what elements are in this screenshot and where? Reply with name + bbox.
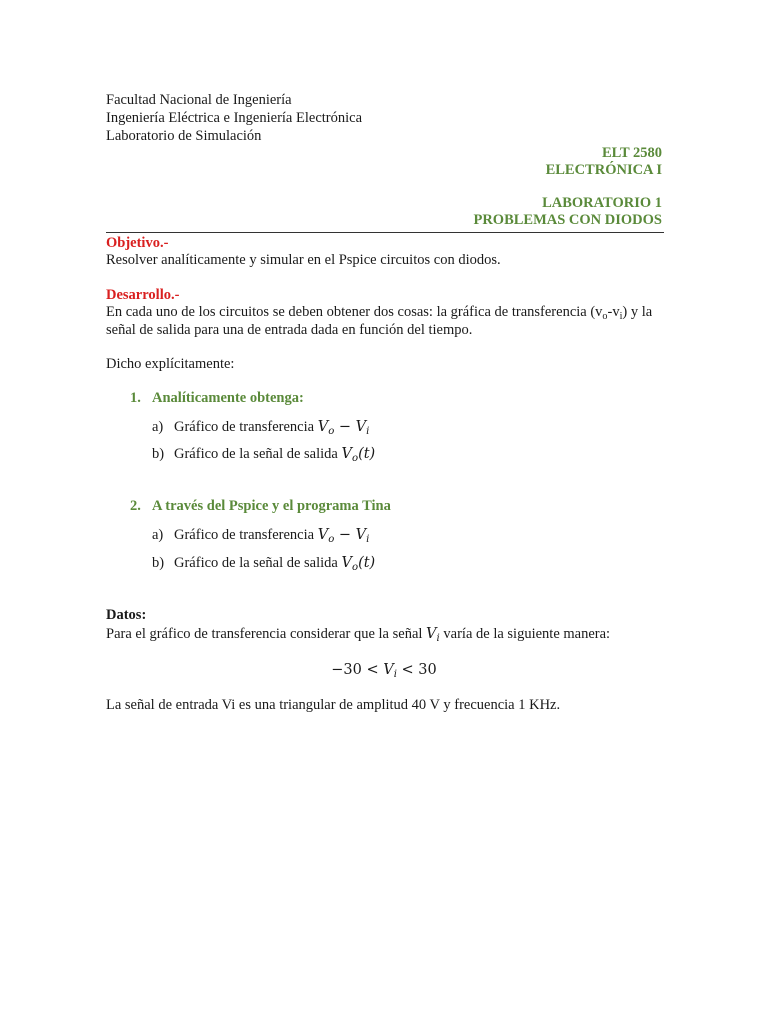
list-item-1a: Gráfico de transferencia $V_o - V_i$ bbox=[174, 419, 370, 437]
datos-text-line2: La señal de entrada Vi es una triangular de amplitud 40 V y frecuencia 1 KHz. bbox=[106, 697, 561, 713]
faculty-name: Facultad Nacional de Ingeniería bbox=[106, 92, 292, 108]
department-name: Ingeniería Eléctrica e Ingeniería Electrónica bbox=[106, 110, 363, 126]
list-item-1a-label: a) bbox=[152, 419, 164, 435]
list-item-2-number: 2. bbox=[130, 498, 141, 514]
lab-name: Laboratorio de Simulación bbox=[106, 128, 262, 144]
list-item-1-number: 1. bbox=[130, 390, 141, 406]
list-item-2-title: A través del Pspice y el programa Tina bbox=[152, 498, 391, 514]
list-item-2a: Gráfico de transferencia $V_o - V_i$ bbox=[174, 527, 370, 545]
desarrollo-text-line1: En cada uno de los circuitos se deben obtener dos cosas: la gráfica de transferencia $(v_o-v_i)$ y la bbox=[106, 304, 653, 322]
list-item-2b: Gráfico de la señal de salida $V_o(t)$ bbox=[174, 555, 376, 573]
header-divider bbox=[106, 232, 664, 233]
lab-number: LABORATORIO 1 bbox=[542, 195, 662, 211]
datos-heading: Datos: bbox=[106, 607, 147, 623]
lab-title: PROBLEMAS CON DIODOS bbox=[473, 212, 662, 228]
list-item-1b-label: b) bbox=[152, 446, 165, 462]
desarrollo-heading: Desarrollo.- bbox=[106, 287, 180, 303]
objetivo-heading: Objetivo.- bbox=[106, 235, 169, 251]
course-name: ELECTRÓNICA I bbox=[545, 162, 662, 178]
course-code: ELT 2580 bbox=[601, 145, 662, 161]
range-equation: $-30 < V_i < 30$ bbox=[331, 662, 437, 680]
objetivo-text: Resolver analíticamente y simular en el Pspice circuitos con diodos. bbox=[106, 252, 501, 268]
list-item-2b-label: b) bbox=[152, 555, 165, 571]
datos-text-line1: Para el gráfico de transferencia considerar que la señal $V_i$ varía de la siguiente manera: bbox=[106, 626, 611, 644]
desarrollo-text-line2: señal de salida para una de entrada dada en función del tiempo. bbox=[106, 322, 473, 338]
list-item-2a-label: a) bbox=[152, 527, 164, 543]
dicho-text: Dicho explícitamente: bbox=[106, 356, 235, 372]
list-item-1-title: Analíticamente obtenga: bbox=[152, 390, 304, 406]
list-item-1b: Gráfico de la señal de salida $V_o(t)$ bbox=[174, 446, 376, 464]
